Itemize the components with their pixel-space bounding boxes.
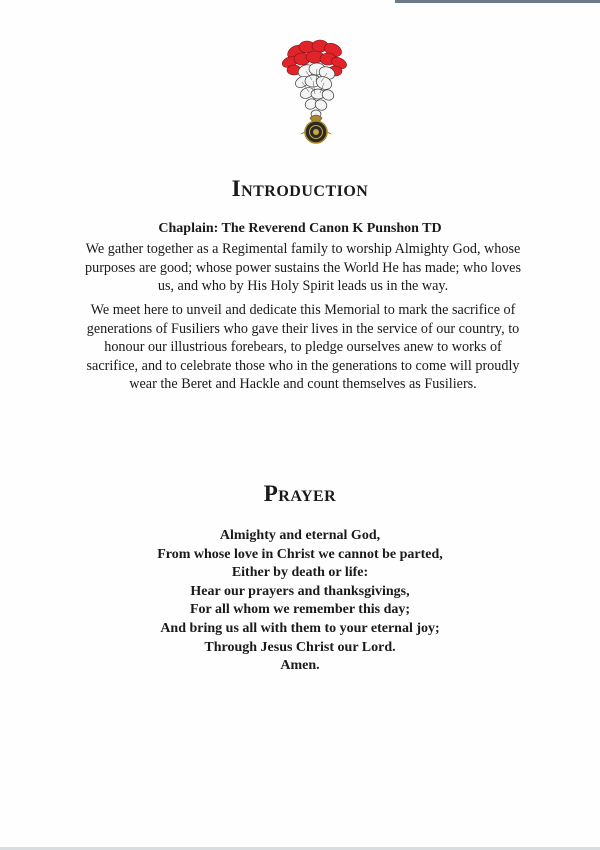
prayer-line: Either by death or life: [231,565,369,581]
prayer-line: For all whom we remember this day; [189,602,411,618]
introduction-paragraph: We meet here to unveil and dedicate this Memorial to mark the sacrifice of generations of Fusiliers who gave their lives in the service of our country, to honour our illustrious forebears, to pledge ourselves anew to works of sacrifice, and to celebrate those who in the generations to come will proudly wear the Beret and Hackle and count themselves as Fusiliers. [86,302,520,392]
prayer-line: Amen. [280,658,320,674]
prayer-heading: Prayer [263,481,337,506]
page-top-edge [395,0,600,3]
prayer-line: From whose love in Christ we cannot be parted, [157,546,443,562]
introduction-heading: Introduction [231,176,369,201]
introduction-paragraph: We gather together as a Regimental family to worship Almighty God, whose purposes are good; whose power sustains the World He has made; who loves us, and who by His Holy Spirit leads us in the way. [85,241,521,294]
prayer-line: Almighty and eternal God, [219,528,381,543]
prayer-line: And bring us all with them to your eternal joy; [160,620,440,636]
prayer-line: Through Jesus Christ our Lord. [204,639,396,655]
prayer-line: Hear our prayers and thanksgivings, [190,583,410,599]
prayer-text [0,527,600,676]
chaplain-line: Chaplain: The Reverend Canon K Punshon TD [158,221,442,236]
hackle-grenade-emblem-icon [276,38,356,148]
